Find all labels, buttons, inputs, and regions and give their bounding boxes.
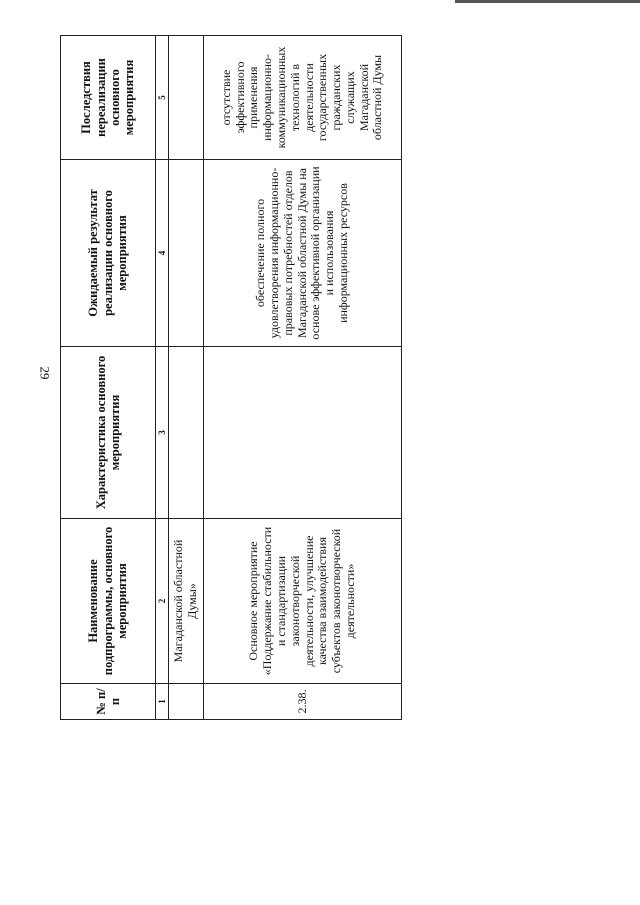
header-characteristic: Характеристика основного мероприятия xyxy=(61,347,156,519)
header-consequences: Последствия нереализации основного мероприятия xyxy=(61,36,156,160)
header-row xyxy=(61,36,156,720)
cont-consequences xyxy=(169,36,204,160)
column-number: 5 xyxy=(156,36,169,160)
header-result: Ожидаемый результат реализации основного мероприятия xyxy=(61,160,156,347)
cont-name: Магаданской областной Думы» xyxy=(169,519,204,684)
header-name: Наименование подпрограммы, основного мероприятия xyxy=(61,519,156,684)
row-num: 2.38. xyxy=(204,684,402,720)
row-name: Основное мероприятие «Поддержание стабильности и стандартизации законотворческой деятельности, улучшение качества взаимодействия субъектов законотворческой деятельности» xyxy=(204,519,402,684)
column-number: 2 xyxy=(156,519,169,684)
row-consequences: отсутствие эффективного применения информационно-коммуникационных технологий в деятельности государственных гражданских служащих Магаданской областной Думы xyxy=(204,36,402,160)
column-number: 1 xyxy=(156,684,169,720)
cont-num xyxy=(169,684,204,720)
header-num: № п/п xyxy=(61,684,156,720)
rotated-table-wrapper xyxy=(60,36,402,720)
column-number: 4 xyxy=(156,160,169,347)
measures-table xyxy=(60,35,402,720)
row-characteristic xyxy=(204,347,402,519)
continuation-row xyxy=(169,36,204,720)
top-rule xyxy=(455,0,640,3)
cont-characteristic xyxy=(169,347,204,519)
page-number: 29 xyxy=(37,366,53,380)
column-number-row xyxy=(156,36,169,720)
row-result: обеспечение полного удовлетворения информационно-правовых потребностей отделов Магаданской областной Думы на основе эффективной организации и использования информационных ресурсов xyxy=(204,160,402,347)
cont-result xyxy=(169,160,204,347)
table-row xyxy=(204,36,402,720)
column-number: 3 xyxy=(156,347,169,519)
